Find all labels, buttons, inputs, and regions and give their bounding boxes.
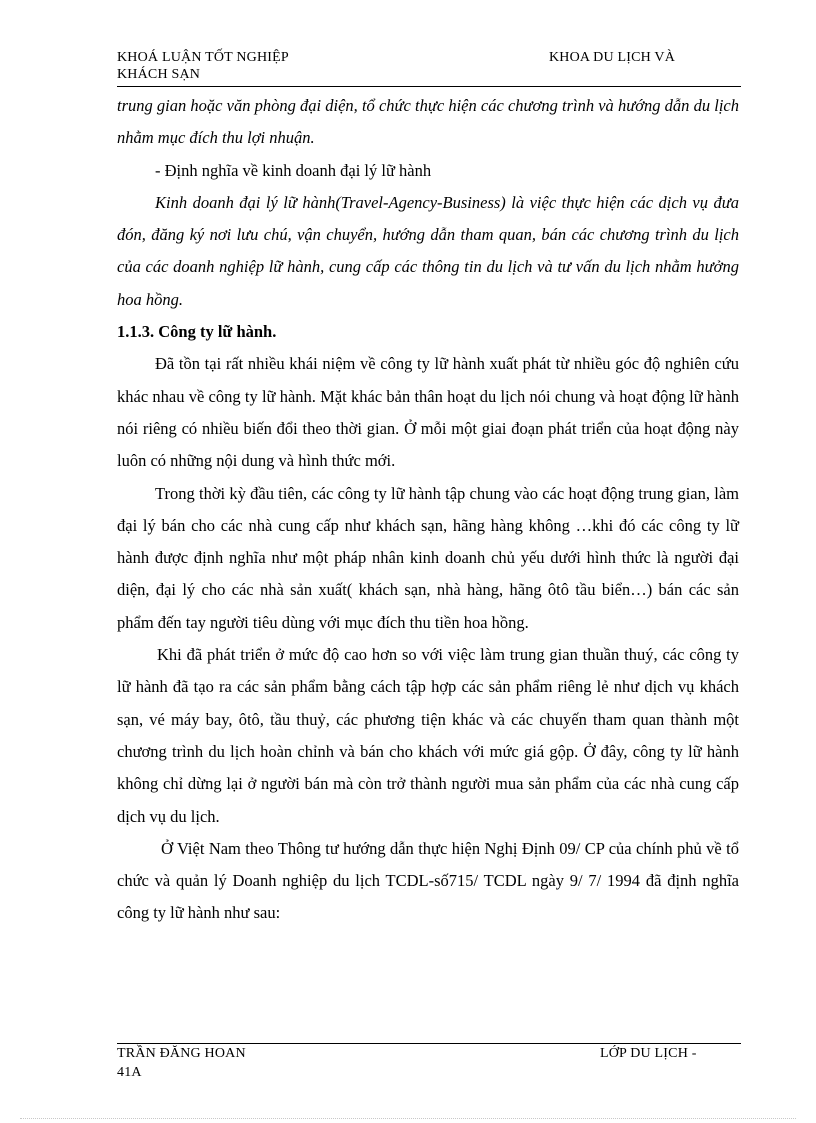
paragraph-concepts: Đã tồn tại rất nhiều khái niệm về công ty lữ hành xuất phát từ nhiều góc độ nghiên cứu khác nhau về công ty lữ hành. Mặt khác bản thân hoạt du lịch nói chung và hoạt động lữ hành nói riêng có nhiều biến đổi theo thời gian. Ở mỗi một giai đoạn phát triển của hoạt động này luôn có những nội dung và hình thức mới. [117,354,739,471]
footer-divider [117,1043,741,1044]
paragraph-vietnam-definition: Ở Việt Nam theo Thông tư hướng dẫn thực hiện Nghị Định 09/ CP của chính phủ về tổ chức và quản lý Doanh nghiệp du lịch TCDL-số715/ TCDL ngày 9/ 7/ 1994 đã định nghĩa công ty lữ hành như sau: [117,838,739,923]
paragraph-travel-agency-definition: Kinh doanh đại lý lữ hành(Travel-Agency-Business) là việc thực hiện các dịch vụ đưa đón, đăng ký nơi lưu chú, vận chuyển, hướng dẫn tham quan, bán các chương trình du lịch của các doanh nghiệp lữ hành, cung cấp các thông tin du lịch và tư vấn du lịch nhằm hưởng hoa hồng. [117,192,739,309]
header-faculty-label: KHOA DU LỊCH VÀ [549,50,676,65]
footer-author: TRẦN ĐĂNG HOAN [117,1046,246,1061]
paragraph-travel-business-definition-end: trung gian hoặc văn phòng đại diện, tổ chức thực hiện các chương trình và hướng dẫn du lịch nhằm mục đích thu lợi nhuận. [117,96,739,148]
subheading-travel-agency-definition: - Định nghĩa về kinh doanh đại lý lữ hành [155,160,432,180]
page-bottom-dotted-line [20,1118,796,1119]
paragraph-development: Khi đã phát triển ở mức độ cao hơn so với việc làm trung gian thuần thuý, các công ty lữ hành đã tạo ra các sản phẩm bằng cách tập hợp các sản phẩm riêng lẻ như dịch vụ khách sạn, vé máy bay, ôtô, tầu thuỷ, các phương tiện khác và các chuyến tham quan thành một chương trình du lịch hoàn chỉnh và bán cho khách với mức giá gộp. Ở đây, công ty lữ hành không chỉ dừng lại ở người bán mà còn trở thành người mua sản phẩm của các nhà cung cấp dịch vụ du lịch. [117,645,739,826]
section-heading: 1.1.3. Công ty lữ hành. [117,322,277,342]
paragraph-early-period: Trong thời kỳ đầu tiên, các công ty lữ hành tập chung vào các hoạt động trung gian, làm đại lý bán cho các nhà cung cấp như khách sạn, hãng hàng không …khi đó các công ty lữ hành được định nghĩa như một pháp nhân kinh doanh chủ yếu dưới hình thức là người đại diện, đại lý cho các nhà sản xuất( khách sạn, nhà hàng, hãng ôtô tầu biển…) bán các sản phẩm đến tay người tiêu dùng với mục đích thu tiền hoa hồng. [117,483,739,632]
header-thesis-label: KHOÁ LUẬN TỐT NGHIỆP [117,50,289,65]
document-body [117,90,739,930]
footer-class: LỚP DU LỊCH - [600,1046,697,1061]
header-faculty-continued: KHÁCH SẠN [117,67,201,82]
header-divider [117,86,741,87]
footer-class-continued: 41A [117,1065,142,1080]
